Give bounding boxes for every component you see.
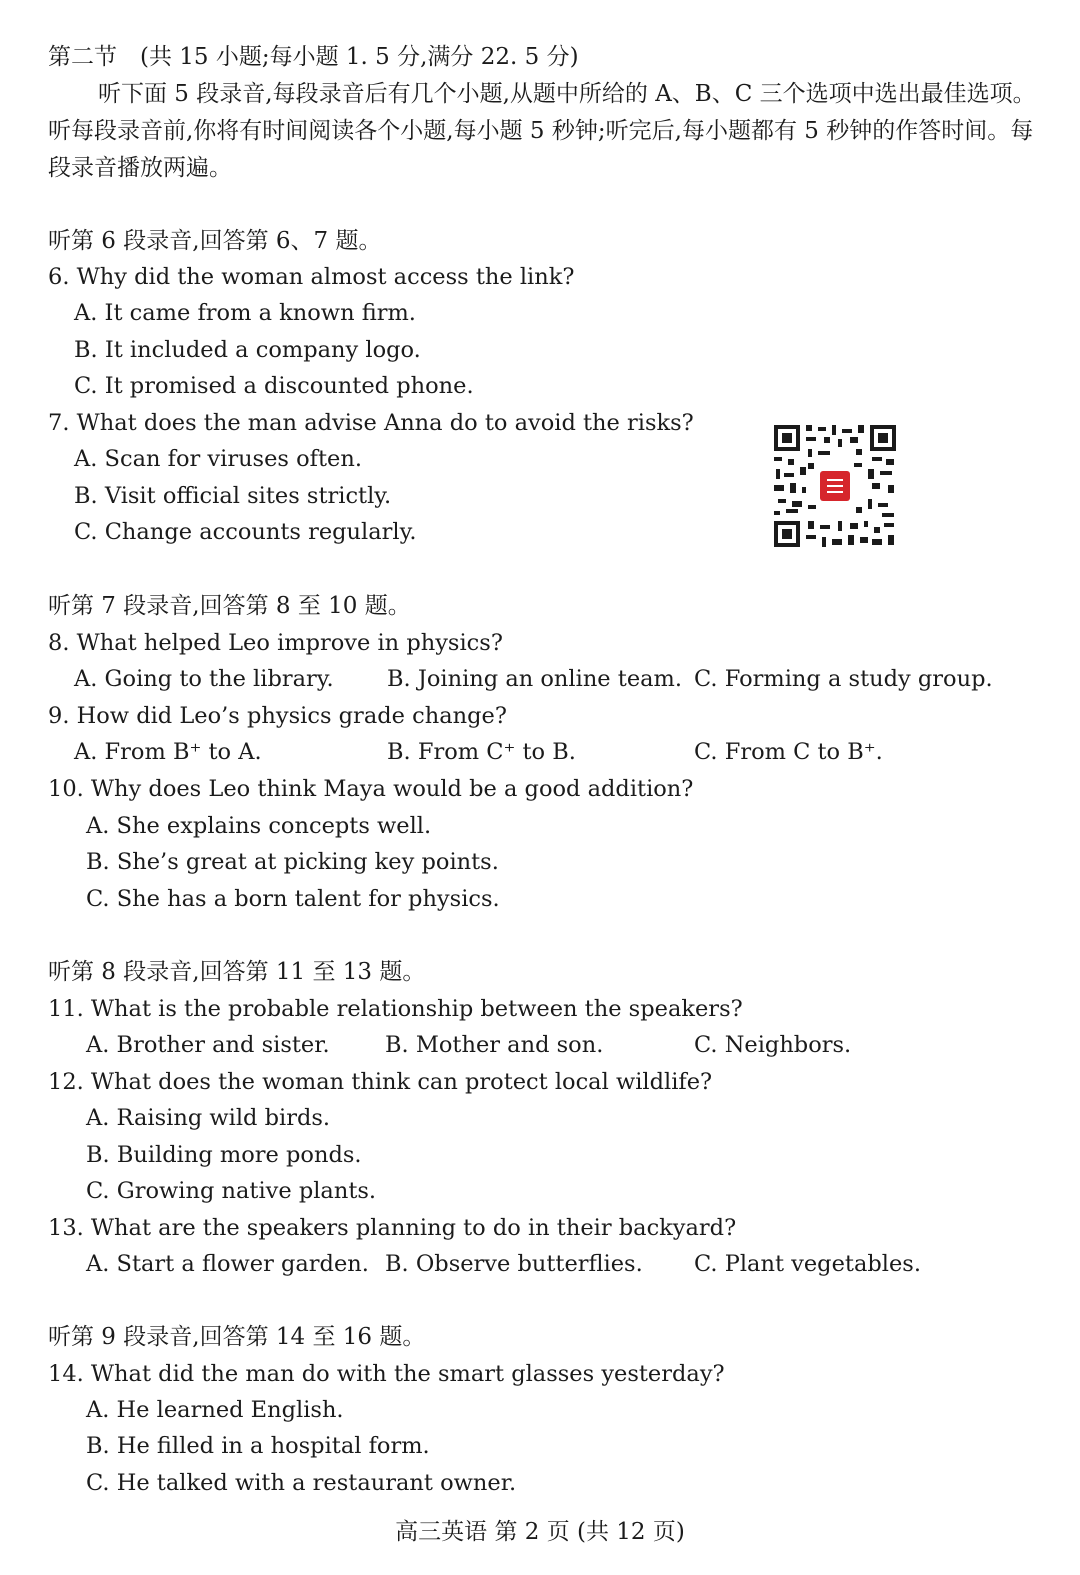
option-c: C. Change accounts regularly. — [74, 519, 417, 545]
option-b: B. From C⁺ to B. — [387, 739, 576, 765]
option-c: C. Plant vegetables. — [694, 1251, 921, 1277]
option-b: B. Visit official sites strictly. — [74, 483, 392, 509]
option-a: A. From B⁺ to A. — [74, 739, 262, 765]
option-b: B. Mother and son. — [385, 1032, 604, 1058]
group-header: 听第 7 段录音,回答第 8 至 10 题。 — [48, 593, 411, 619]
instructions-text: 听下面 5 段录音,每段录音后有几个小题,从题中所给的 A、B、C 三个选项中选出最佳选项。听每段录音前,你将有时间阅读各个小题,每小题 5 秒钟;听完后,每小题都有 5 秒钟的作答时间。每段录音播放两遍。 — [48, 81, 1036, 181]
option-c: C. It promised a discounted phone. — [74, 373, 474, 399]
question-stem: 11. What is the probable relationship between the speakers? — [48, 996, 743, 1022]
question-stem: 10. Why does Leo think Maya would be a good addition? — [48, 776, 694, 802]
question-stem: 14. What did the man do with the smart glasses yesterday? — [48, 1361, 725, 1387]
option-c: C. He talked with a restaurant owner. — [86, 1470, 517, 1496]
option-a: A. Brother and sister. — [86, 1032, 330, 1058]
question-stem: 6. Why did the woman almost access the link? — [48, 264, 575, 290]
section-instructions — [48, 76, 1038, 187]
group-header: 听第 9 段录音,回答第 14 至 16 题。 — [48, 1324, 426, 1350]
option-c: C. Neighbors. — [694, 1032, 852, 1058]
section-title: 第二节 (共 15 小题;每小题 1. 5 分,满分 22. 5 分) — [48, 44, 579, 70]
group-header: 听第 8 段录音,回答第 11 至 13 题。 — [48, 959, 426, 985]
qr-code-icon — [772, 423, 898, 549]
question-stem: 12. What does the woman think can protect local wildlife? — [48, 1069, 713, 1095]
page-footer: 高三英语 第 2 页 (共 12 页) — [395, 1519, 685, 1545]
option-a: A. Going to the library. — [74, 666, 334, 692]
option-c: C. Forming a study group. — [694, 666, 993, 692]
option-b: B. Joining an online team. — [387, 666, 683, 692]
option-a: A. She explains concepts well. — [86, 813, 432, 839]
question-stem: 13. What are the speakers planning to do in their backyard? — [48, 1215, 737, 1241]
option-a: A. He learned English. — [86, 1397, 344, 1423]
option-a: A. Start a flower garden. — [86, 1251, 369, 1277]
option-b: B. It included a company logo. — [74, 337, 421, 363]
question-stem: 7. What does the man advise Anna do to avoid the risks? — [48, 410, 694, 436]
option-c: C. From C to B⁺. — [694, 739, 883, 765]
option-b: B. He filled in a hospital form. — [86, 1433, 430, 1459]
option-b: B. Observe butterflies. — [385, 1251, 643, 1277]
option-b: B. Building more ponds. — [86, 1142, 362, 1168]
question-stem: 9. How did Leo’s physics grade change? — [48, 703, 507, 729]
option-b: B. She’s great at picking key points. — [86, 849, 499, 875]
option-a: A. Scan for viruses often. — [74, 446, 362, 472]
option-c: C. She has a born talent for physics. — [86, 886, 500, 912]
option-a: A. It came from a known firm. — [74, 300, 416, 326]
group-header: 听第 6 段录音,回答第 6、7 题。 — [48, 228, 382, 254]
question-stem: 8. What helped Leo improve in physics? — [48, 630, 503, 656]
option-c: C. Growing native plants. — [86, 1178, 377, 1204]
option-a: A. Raising wild birds. — [86, 1105, 331, 1131]
